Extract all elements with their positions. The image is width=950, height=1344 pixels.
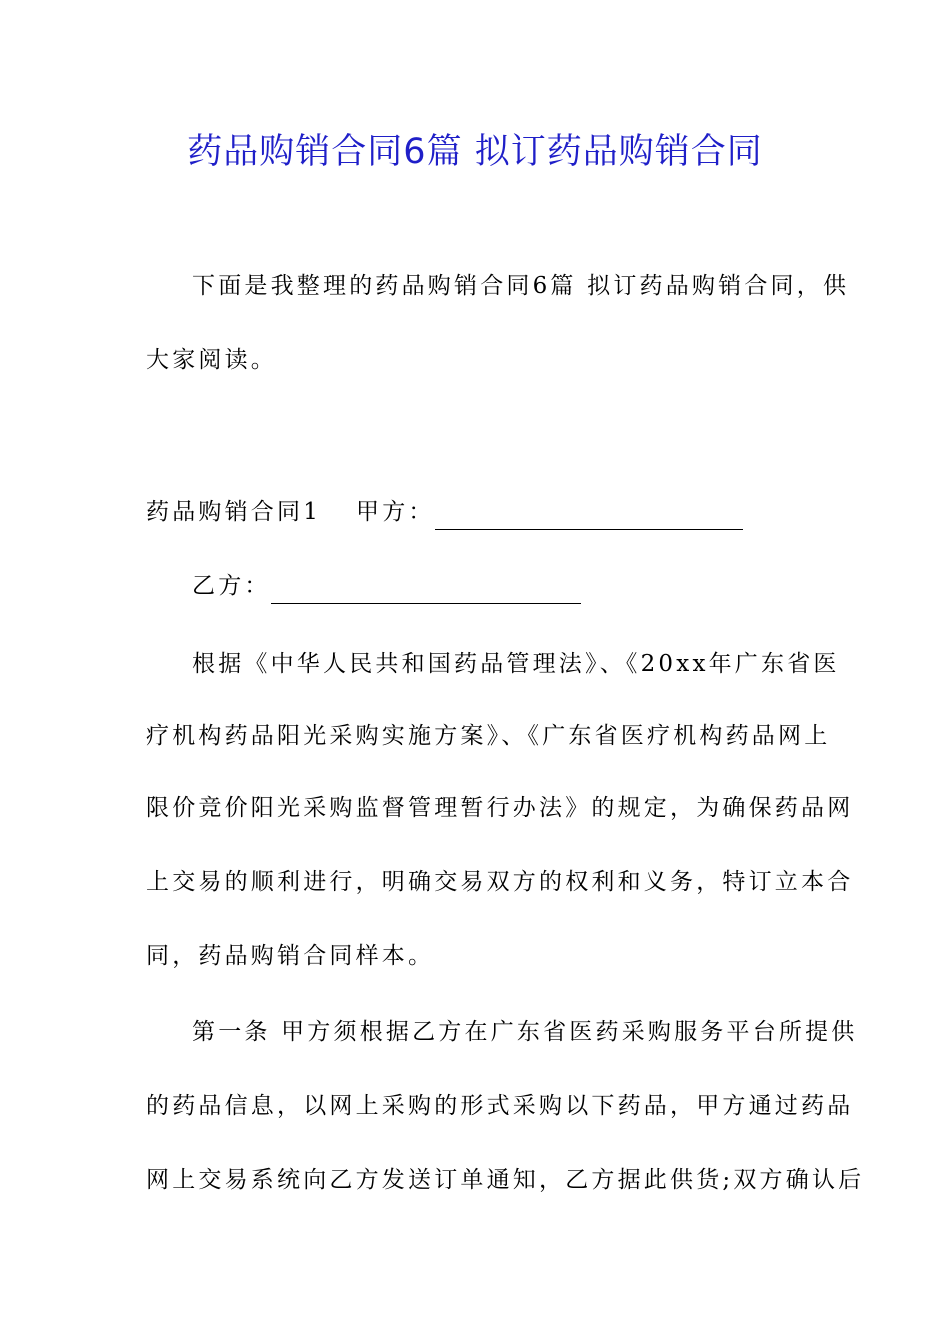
contract-heading: 药品购销合同1 — [146, 499, 322, 525]
party-b-row — [192, 568, 581, 604]
paragraph2-line-3: 网上交易系统向乙方发送订单通知，乙方据此供货;双方确认后 — [146, 1167, 865, 1193]
paragraph2-line-2: 的药品信息，以网上采购的形式采购以下药品，甲方通过药品 — [146, 1093, 854, 1119]
party-a-label: 甲方： — [356, 499, 435, 525]
paragraph1-line-2: 疗机构药品阳光采购实施方案》、《广东省医疗机构药品网上 — [146, 723, 831, 749]
paragraph1-line-4: 上交易的顺利进行，明确交易双方的权利和义务，特订立本合 — [146, 869, 854, 895]
party-b-blank — [271, 577, 581, 604]
party-a-row — [356, 494, 743, 530]
intro-line-2: 大家阅读。 — [146, 347, 277, 373]
party-a-blank — [435, 503, 743, 530]
party-b-label: 乙方： — [192, 573, 271, 599]
paragraph1-line-3: 限价竞价阳光采购监督管理暂行办法》的规定，为确保药品网 — [146, 795, 854, 821]
document-title: 药品购销合同6篇 拟订药品购销合同 — [187, 132, 763, 172]
intro-line-1: 下面是我整理的药品购销合同6篇 拟订药品购销合同，供 — [192, 273, 850, 299]
paragraph1-line-5: 同，药品购销合同样本。 — [146, 943, 435, 969]
paragraph1-line-1: 根据《中华人民共和国药品管理法》、《20xx年广东省医 — [192, 651, 840, 677]
paragraph2-line-1: 第一条 甲方须根据乙方在广东省医药采购服务平台所提供 — [192, 1019, 858, 1045]
